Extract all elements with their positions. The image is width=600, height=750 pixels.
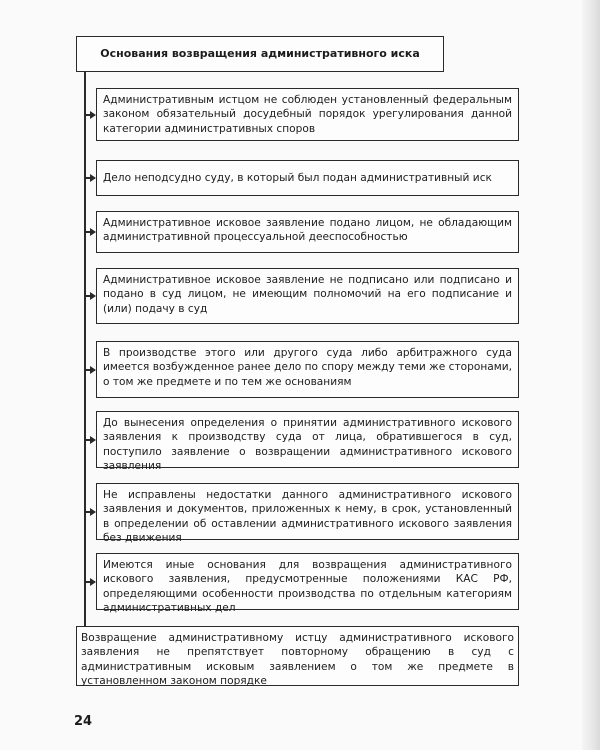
arrow-4 [84,292,96,300]
ground-text-5: В производстве этого или другого суда либо арбитражного суда имеется возбужденное ранее дело по спору между теми же сторонами, о том же предмете и по тем же основаниям [103,347,512,388]
ground-text-6: До вынесения определения о принятии административного искового заявления к производству суда от лица, обратившегося в суд, поступило заявление о возвращении административного искового заявления [103,417,512,473]
ground-box-6 [96,411,519,473]
arrow-6 [84,436,96,444]
arrow-7 [84,508,96,516]
ground-box-7 [96,483,519,545]
ground-box-1 [96,88,519,141]
ground-text-8: Имеются иные основания для возвращения административного искового заявления, предусмотренные положениями КАС РФ, определяющими особенности производства по отдельным категориям административных дел [103,559,512,615]
arrow-8 [84,578,96,586]
ground-text-4: Административное исковое заявление не подписано или подписано и подано в суд лицом, не имеющим полномочий на его подписание и (или) подачу в суд [103,274,512,315]
ground-box-3 [96,211,519,253]
arrow-3 [84,228,96,236]
diagram-title: Основания возвращения административного иска [100,46,420,60]
diagram-title-box [76,36,444,72]
ground-box-8 [96,553,519,615]
connector-spine-line [84,72,86,626]
ground-text-2: Дело неподсудно суду, в который был подан административный иск [103,171,492,184]
ground-box-4 [96,268,519,324]
ground-text-7: Не исправлены недостатки данного административного искового заявления и документов, приложенных к нему, в срок, установленный в определении об оставлении административного искового заявления без движения [103,489,512,545]
conclusion-text: Возвращение административному истцу административного искового заявления не препятствует повторному обращению в суд с административным исковым заявлением о том же предмете в установленном законом порядке [81,632,514,688]
ground-text-3: Административное исковое заявление подано лицом, не обладающим административной процессуальной дееспособностью [103,217,512,244]
page-edge-shadow [582,0,600,750]
conclusion-box [76,626,519,686]
ground-text-1: Административным истцом не соблюден установленный федеральным законом обязательный досудебный порядок урегулирования данной категории административных споров [103,94,512,135]
ground-box-5 [96,341,519,398]
arrow-2 [84,174,96,182]
arrow-1 [84,111,96,119]
arrow-5 [84,366,96,374]
ground-box-2 [96,160,519,196]
page-number: 24 [74,714,93,729]
